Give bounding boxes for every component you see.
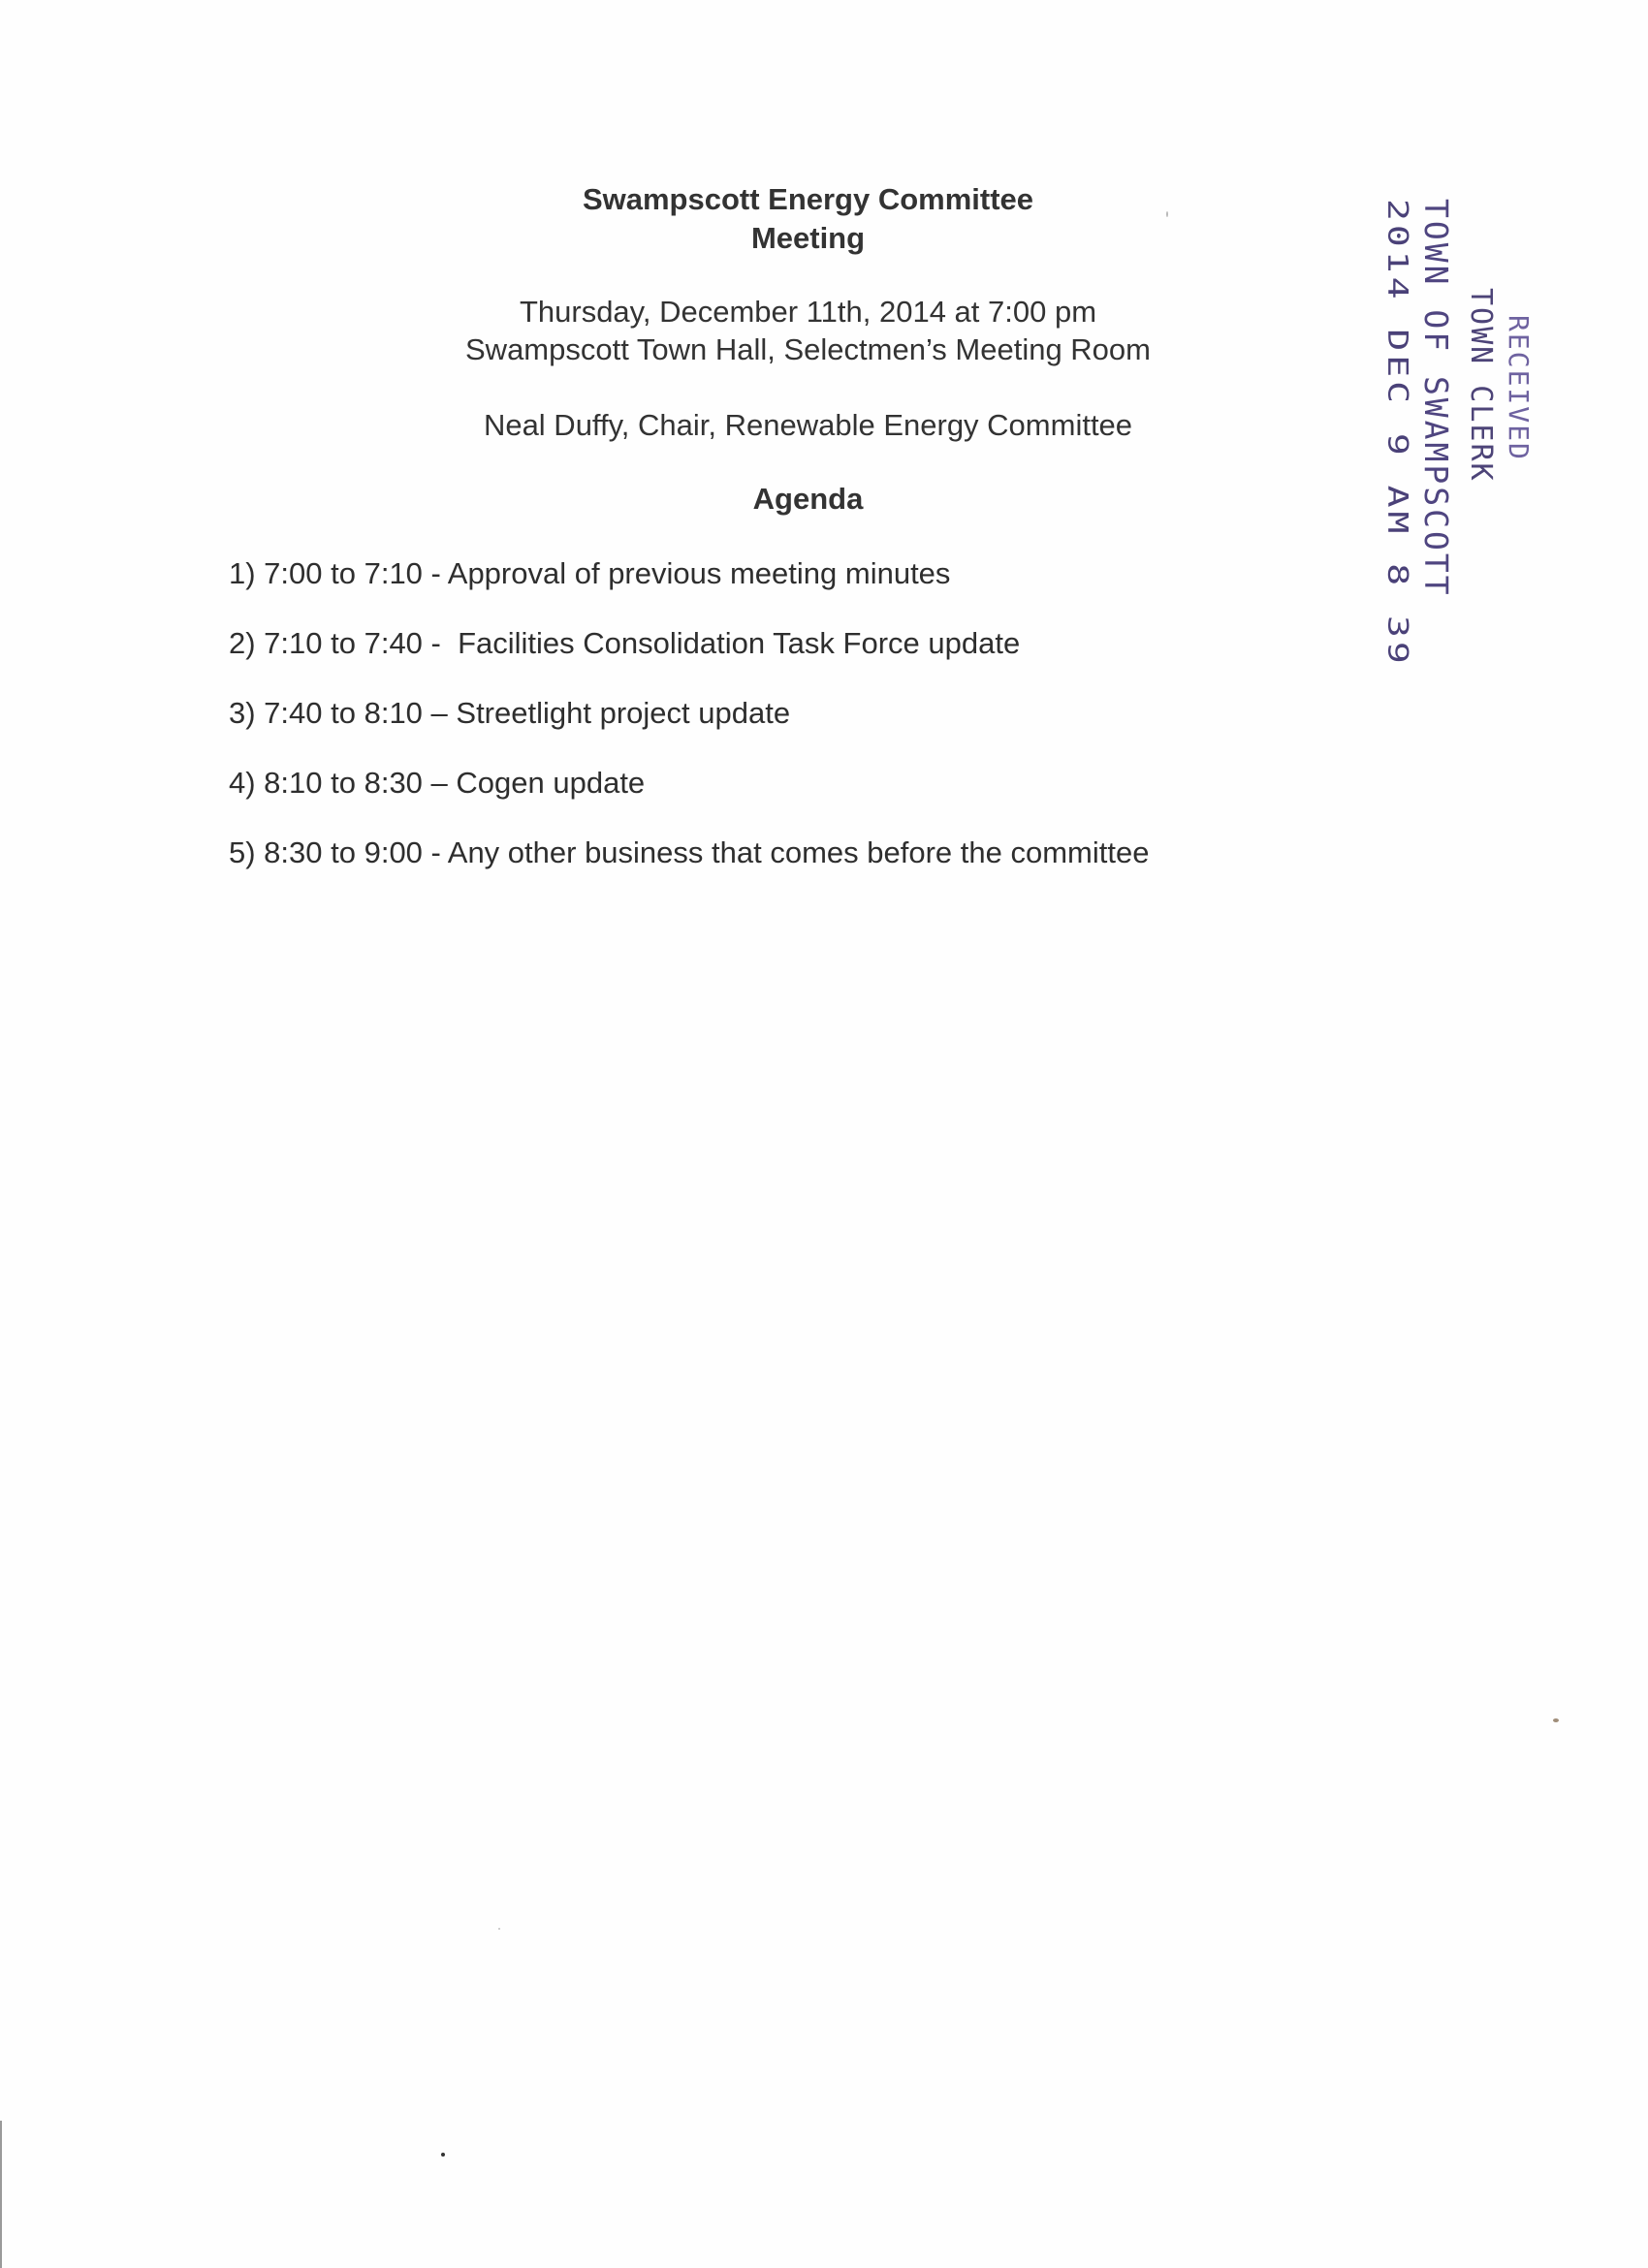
stamp-received: RECEIVED [1503, 315, 1535, 461]
scan-edge-line [0, 2121, 2, 2268]
agenda-item-5: 5) 8:30 to 9:00 - Any other business that comes before the committee [229, 835, 1150, 869]
title-line-1: Swampscott Energy Committee [582, 182, 1034, 216]
title-line-2: Meeting [750, 221, 866, 255]
document-title [291, 180, 1325, 258]
stamp-town-clerk: TOWN CLERK [1464, 288, 1498, 483]
agenda-item-4: 4) 8:10 to 8:30 – Cogen update [229, 766, 646, 800]
agenda-heading: Agenda [752, 482, 864, 516]
agenda-item-3: 3) 7:40 to 8:10 – Streetlight project update [229, 696, 791, 730]
agenda-item-2: 2) 7:10 to 7:40 - Facilities Consolidation Task Force update [229, 626, 1021, 660]
received-stamp [1326, 199, 1535, 668]
stamp-town-name: TOWN OF SWAMPSCOTT [1417, 199, 1455, 598]
agenda-item-1: 1) 7:00 to 7:10 - Approval of previous meeting minutes [229, 556, 951, 590]
stamp-date-time: 2014 DEC 9 AM 8 39 [1381, 199, 1413, 668]
meeting-date-time: Thursday, December 11th, 2014 at 7:00 pm [519, 295, 1097, 329]
scan-speck [498, 1928, 500, 1930]
scan-speck [441, 2153, 445, 2157]
meeting-location: Swampscott Town Hall, Selectmen’s Meeting Room [465, 332, 1151, 366]
scan-speck [1166, 211, 1168, 217]
scan-speck [1553, 1718, 1559, 1722]
meeting-info [291, 293, 1325, 368]
agenda-list [229, 554, 1295, 903]
meeting-chair: Neal Duffy, Chair, Renewable Energy Committee [483, 408, 1133, 442]
